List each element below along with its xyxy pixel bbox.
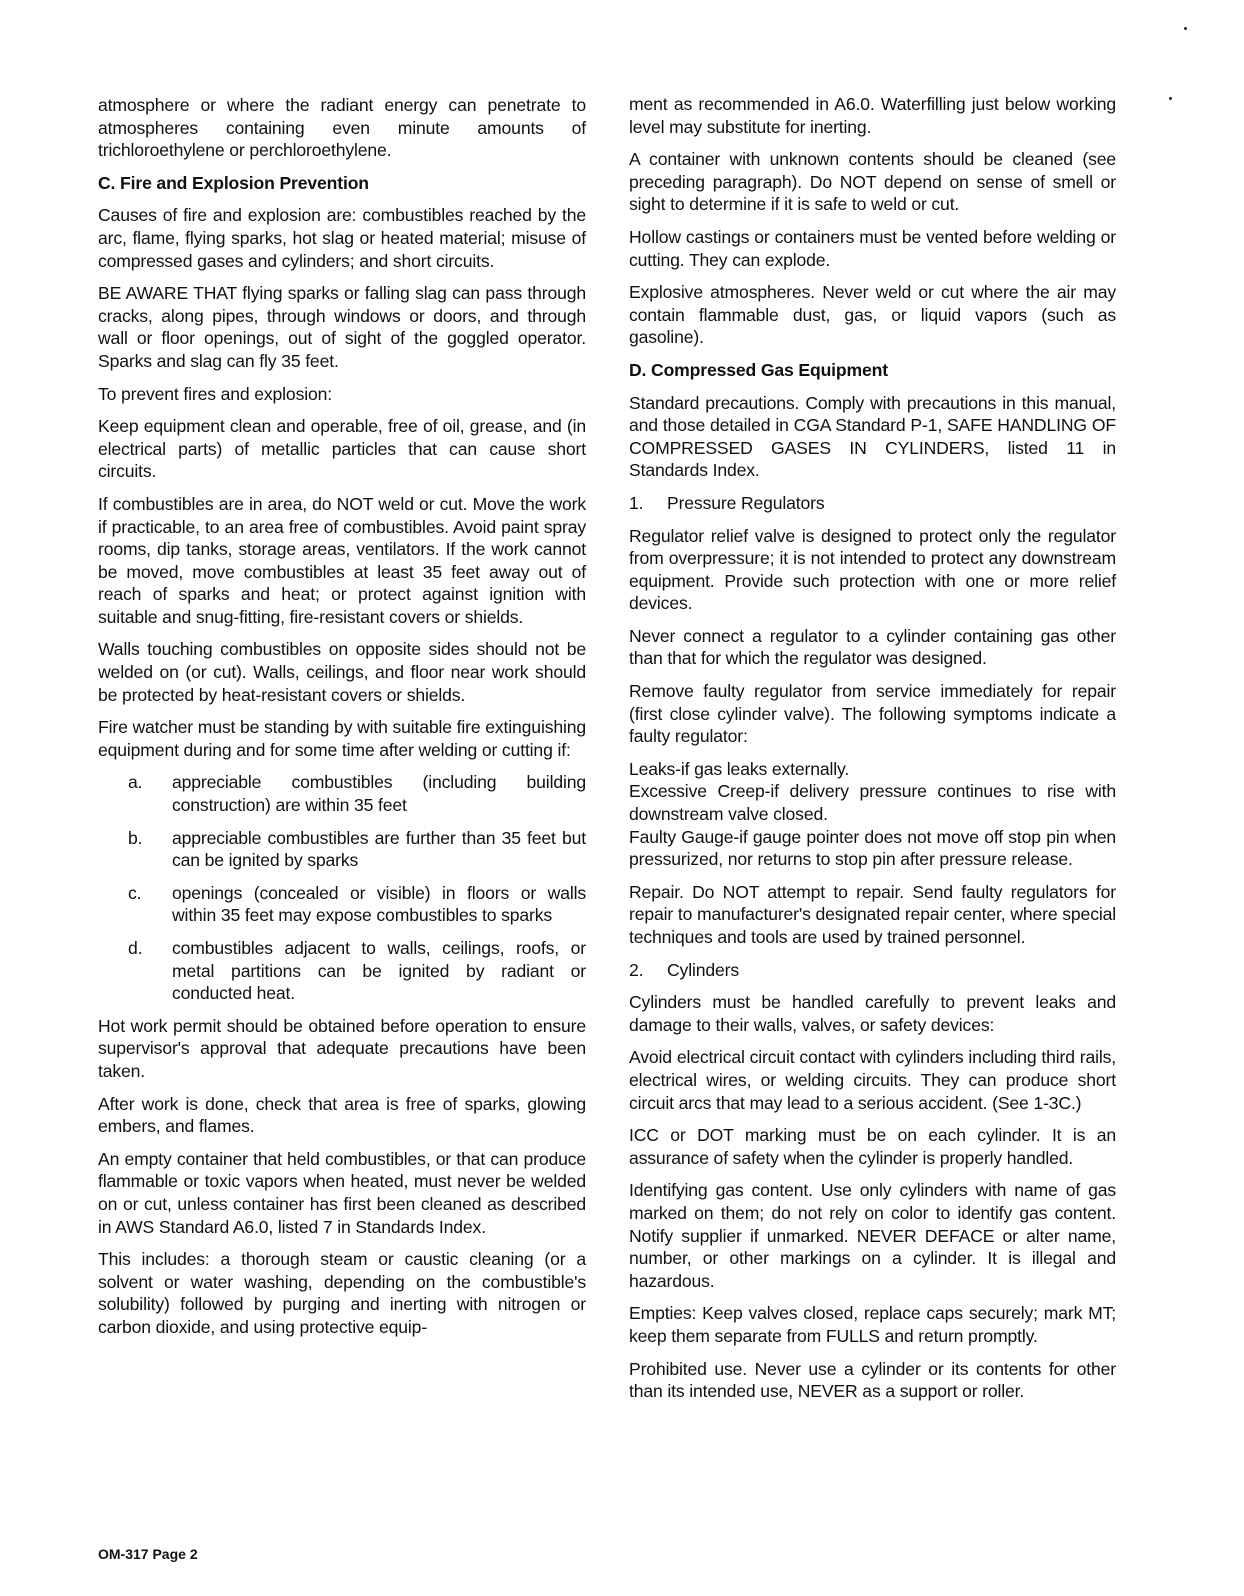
paragraph: Never connect a regulator to a cylinder containing gas other than that for which the regulator was designed. <box>629 625 1116 669</box>
paragraph: ment as recommended in A6.0. Waterfilling just below working level may substitute for inerting. <box>629 94 1116 137</box>
subsection-heading <box>629 492 1116 515</box>
paragraph: Standard precautions. Comply with precautions in this manual, and those detailed in CGA Standard P-1, SAFE HANDLING OF COMPRESSED GASES IN CYLINDERS, listed 11 in Standards Index. <box>629 392 1116 481</box>
subsection-heading <box>629 959 1116 982</box>
paragraph: Excessive Creep-if delivery pressure continues to rise with downstream valve closed. <box>629 781 1116 825</box>
paragraph: Fire watcher must be standing by with suitable fire extinguishing equipment during and for some time after welding or cutting if: <box>98 717 587 760</box>
subsection-title: Pressure Regulators <box>667 492 825 513</box>
paragraph: This includes: a thorough steam or caustic cleaning (or a solvent or water washing, depending on the combustible's solubility) followed by purging and inerting with nitrogen or carbon dioxide, and using protective equip- <box>98 1249 586 1337</box>
list-item <box>128 882 586 927</box>
list-item <box>128 937 586 1005</box>
paragraph: Explosive atmospheres. Never weld or cut where the air may contain flammable dust, gas, or liquid vapors (such as gasoline). <box>629 282 1116 348</box>
left-column <box>98 94 586 1349</box>
section-heading-d: D. Compressed Gas Equipment <box>629 359 888 380</box>
subsection-title: Cylinders <box>667 959 739 980</box>
list-text: appreciable combustibles (including building construction) are within 35 feet <box>172 772 586 816</box>
paragraph: atmosphere or where the radiant energy can penetrate to atmospheres containing even minute amounts of trichloroethylene or perchloroethylene. <box>98 95 586 161</box>
scan-speck <box>1169 97 1172 100</box>
page-footer: OM-317 Page 2 <box>98 1546 198 1562</box>
list-marker: a. <box>128 772 143 793</box>
list-item <box>128 827 586 872</box>
paragraph: Hot work permit should be obtained before operation to ensure supervisor's approval that adequate precautions have been taken. <box>98 1015 586 1081</box>
paragraph: Prohibited use. Never use a cylinder or its contents for other than its intended use, NEVER as a support or roller. <box>629 1358 1116 1402</box>
paragraph: Faulty Gauge-if gauge pointer does not move off stop pin when pressurized, nor returns to stop pin after pressure release. <box>629 826 1116 870</box>
section-heading-c: C. Fire and Explosion Prevention <box>98 172 369 193</box>
paragraph: Hollow castings or containers must be vented before welding or cutting. They can explode. <box>629 226 1116 270</box>
paragraph: BE AWARE THAT flying sparks or falling slag can pass through cracks, along pipes, through windows or doors, and through wall or floor openings, out of sight of the goggled operator. Sparks and slag can fly 35 feet. <box>98 283 586 371</box>
paragraph: An empty container that held combustibles, or that can produce flammable or toxic vapors when heated, must never be welded on or cut, unless container has first been cleaned as described in AWS Standard A6.0, listed 7 in Standards Index. <box>98 1148 586 1237</box>
paragraph: Leaks-if gas leaks externally. <box>629 758 850 779</box>
list-marker: c. <box>128 882 142 903</box>
paragraph: Cylinders must be handled carefully to prevent leaks and damage to their walls, valves, or safety devices: <box>629 992 1116 1035</box>
paragraph: Regulator relief valve is designed to protect only the regulator from overpressure; it is not intended to protect any downstream equipment. Provide such protection with one or more relief devices. <box>629 525 1116 614</box>
paragraph: Walls touching combustibles on opposite sides should not be welded on (or cut). Walls, ceilings, and floor near work should be protected by heat-resistant covers or shields. <box>98 639 586 705</box>
paragraph: ICC or DOT marking must be on each cylinder. It is an assurance of safety when the cylinder is properly handled. <box>629 1125 1116 1168</box>
list-item <box>128 771 586 816</box>
right-column <box>629 93 1116 1413</box>
paragraph: Empties: Keep valves closed, replace caps securely; mark MT; keep them separate from FULLS and return promptly. <box>629 1303 1116 1346</box>
paragraph: Causes of fire and explosion are: combustibles reached by the arc, flame, flying sparks, hot slag or heated material; misuse of compressed gases and cylinders; and short circuits. <box>98 205 586 271</box>
paragraph: After work is done, check that area is free of sparks, glowing embers, and flames. <box>98 1093 586 1137</box>
paragraph: Remove faulty regulator from service immediately for repair (first close cylinder valve). The following symptoms indicate a faulty regulator: <box>629 681 1116 747</box>
paragraph: If combustibles are in area, do NOT weld or cut. Move the work if practicable, to an area free of combustibles. Avoid paint spray rooms, dip tanks, storage areas, ventilators. If the work cannot be moved, move combustibles at least 35 feet away out of reach of sparks and heat; or protect against ignition with suitable and snug-fitting, fire-resistant covers or shields. <box>98 493 586 627</box>
paragraph: Repair. Do NOT attempt to repair. Send faulty regulators for repair to manufacturer's designated repair center, where special techniques and tools are used by trained personnel. <box>629 881 1116 947</box>
list-text: combustibles adjacent to walls, ceilings, roofs, or metal partitions can be ignited by radiant or conducted heat. <box>172 938 586 1004</box>
paragraph: A container with unknown contents should be cleaned (see preceding paragraph). Do NOT depend on sense of smell or sight to determine if it is safe to weld or cut. <box>629 149 1116 215</box>
paragraph: Avoid electrical circuit contact with cylinders including third rails, electrical wires, or welding circuits. They can produce short circuit arcs that may lead to a serious accident. (See 1-3C.) <box>629 1047 1116 1113</box>
list-marker: b. <box>128 827 143 848</box>
subsection-number: 1. <box>629 492 644 513</box>
paragraph: Identifying gas content. Use only cylinders with name of gas marked on them; do not rely on color to identify gas content. Notify supplier if unmarked. NEVER DEFACE or alter name, number, or other markings on a cylinder. It is illegal and hazardous. <box>629 1180 1116 1291</box>
list-text: openings (concealed or visible) in floors or walls within 35 feet may expose combustibles to sparks <box>172 882 586 926</box>
subsection-number: 2. <box>629 959 644 980</box>
paragraph: Keep equipment clean and operable, free of oil, grease, and (in electrical parts) of metallic particles that can cause short circuits. <box>98 416 586 482</box>
paragraph: To prevent fires and explosion: <box>98 383 332 404</box>
scan-speck <box>1184 27 1187 30</box>
list-text: appreciable combustibles are further than 35 feet but can be ignited by sparks <box>172 827 586 871</box>
list-marker: d. <box>128 938 143 958</box>
